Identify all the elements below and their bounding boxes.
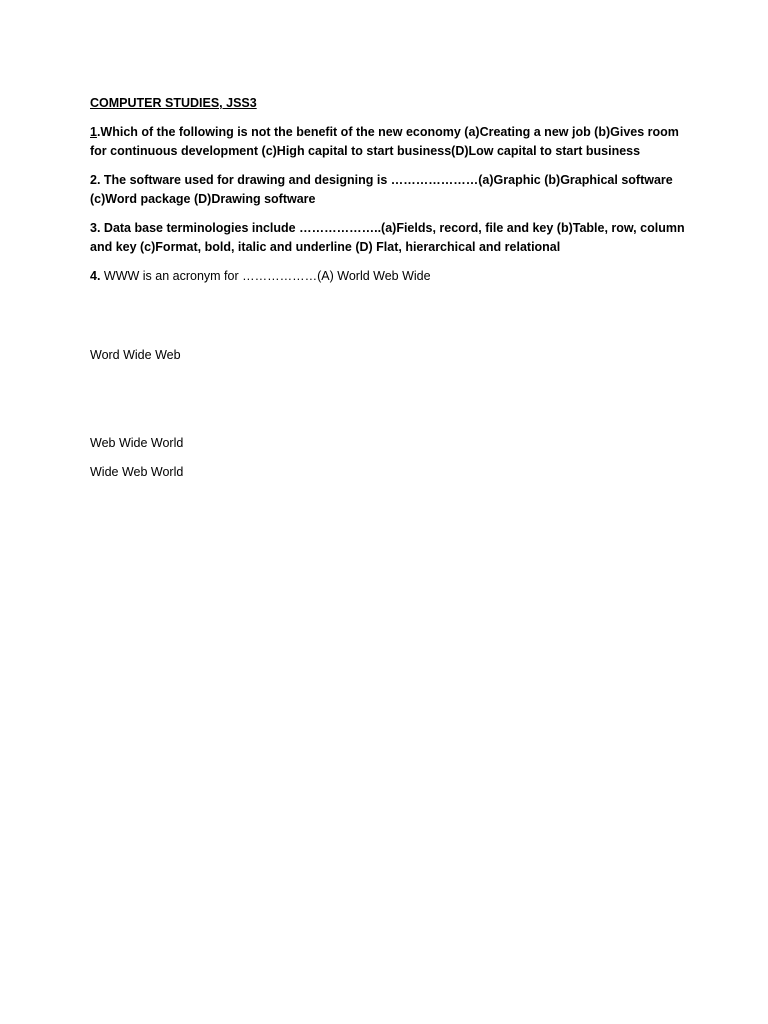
answer-option: Wide Web World [90, 465, 184, 479]
question-number: 3. [90, 221, 101, 235]
document-body [90, 94, 690, 482]
question-number: 2. [90, 173, 101, 187]
question-text: .Which of the following is not the benefit of the new economy (a)Creating a new job (b)Gives room for continuous development (c)High capital to start business(D)Low capital to start business [90, 125, 679, 158]
question-text: Data base terminologies include ………………..(a)Fields, record, file and key (b)Table, row, column and key (c)Format, bold, italic and underline (D) Flat, hierarchical and relational [90, 221, 685, 254]
answer-option: Web Wide World [90, 436, 184, 450]
question-text: WWW is an acronym for ………………(A) World Web Wide [100, 269, 431, 283]
question-text: The software used for drawing and designing is …………………(a)Graphic (b)Graphical software (c)Word package (D)Drawing software [90, 173, 673, 206]
question-number: 4. [90, 269, 101, 283]
question-4 [90, 267, 690, 286]
question-number: 1 [90, 125, 97, 139]
question-2 [90, 171, 690, 209]
question-1 [90, 123, 690, 161]
document-title: COMPUTER STUDIES, JSS3 [90, 96, 257, 110]
question-3 [90, 219, 690, 257]
answer-option: Word Wide Web [90, 348, 181, 362]
